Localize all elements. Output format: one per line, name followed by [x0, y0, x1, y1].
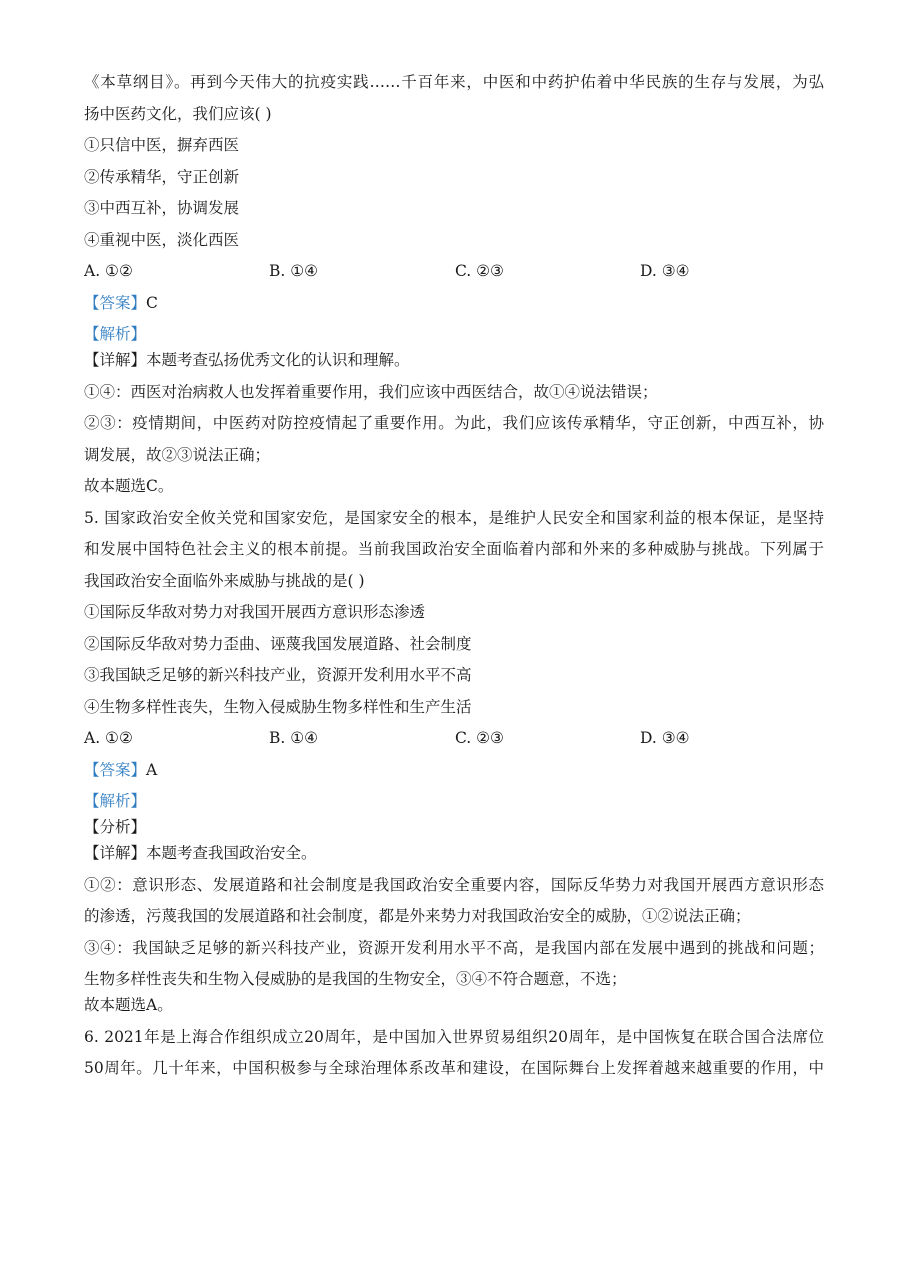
q5-conclusion: 故本题选A。: [84, 996, 173, 1014]
q4-answer-value: C: [146, 293, 158, 312]
q5-explanation-2-line-1: ③④：我国缺乏足够的新兴科技产业，资源开发利用水平不高，是我国内部在发展中遇到的挑战和问题；: [84, 938, 824, 957]
q4-answer: [84, 293, 824, 313]
q5-stem-line-1: 5. 国家政治安全攸关党和国家安危，是国家安全的根本，是维护人民安全和国家利益的根本保证，是坚持: [84, 508, 824, 527]
document-page: [84, 72, 824, 1078]
q5-item-1: ①国际反华敌对势力对我国开展西方意识形态渗透: [84, 603, 426, 621]
q5-answer-value: A: [146, 760, 158, 779]
q5-option-d: D. ③④: [640, 729, 690, 747]
q5-item-4: ④生物多样性丧失，生物入侵威胁生物多样性和生产生活: [84, 697, 472, 716]
q5-answer-tag: 【答案】: [84, 760, 147, 779]
q5-option-b: B. ①④: [269, 729, 319, 747]
q4-item-2: ②传承精华，守正创新: [84, 167, 240, 186]
q4-option-a: A. ①②: [84, 262, 133, 280]
q5-option-c: C. ②③: [455, 729, 504, 747]
q4-item-3: ③中西互补，协调发展: [84, 199, 240, 217]
q4-conclusion: 故本题选C。: [84, 477, 174, 495]
q4-stem-line-1: 《本草纲目》。再到今天伟大的抗疫实践……千百年来，中医和中药护佑着中华民族的生存与发展，为弘: [84, 73, 824, 91]
q5-detail: [84, 843, 824, 863]
q4-analysis-tag: 【解析】: [84, 325, 147, 343]
q5-answer: [84, 760, 824, 780]
q4-item-4: ④重视中医，淡化西医: [84, 230, 240, 249]
q4-detail: [84, 350, 824, 370]
q5-option-a: A. ①②: [84, 729, 133, 747]
q4-stem-line-2: 扬中医药文化，我们应该( ): [84, 104, 272, 123]
q6-stem-line-2: 50周年。几十年来，中国积极参与全球治理体系改革和建设，在国际舞台上发挥着越来越重要的作用，中: [84, 1059, 824, 1077]
q4-item-1: ①只信中医，摒弃西医: [84, 136, 240, 154]
q5-detail-text: 本题考查我国政治安全。: [146, 844, 317, 862]
q4-detail-text: 本题考查弘扬优秀文化的认识和理解。: [146, 351, 410, 369]
q5-fenxi-tag: 【分析】: [84, 818, 147, 836]
q4-option-c: C. ②③: [455, 262, 504, 280]
q5-item-2: ②国际反华敌对势力歪曲、诬蔑我国发展道路、社会制度: [84, 634, 472, 653]
q5-explanation-1-line-2: 的渗透，污蔑我国的发展道路和社会制度，都是外来势力对我国政治安全的威胁，①②说法正确；: [84, 907, 751, 925]
q4-detail-tag: 【详解】: [84, 351, 147, 369]
q4-option-d: D. ③④: [640, 262, 690, 280]
q5-stem-line-3: 我国政治安全面临外来威胁与挑战的是( ): [84, 571, 365, 590]
q4-explanation-2-line-1: ②③：疫情期间，中医药对防控疫情起了重要作用。为此，我们应该传承精华，守正创新，中西互补，协: [84, 414, 824, 432]
q4-option-b: B. ①④: [269, 262, 319, 280]
q5-explanation-2-line-2: 生物多样性丧失和生物入侵威胁的是我国的生物安全，③④不符合题意，不选；: [84, 970, 627, 988]
q4-explanation-2-line-2: 调发展，故②③说法正确；: [84, 445, 271, 464]
q5-item-3: ③我国缺乏足够的新兴科技产业，资源开发利用水平不高: [84, 666, 472, 684]
q4-explanation-1: ①④：西医对治病救人也发挥着重要作用，我们应该中西医结合，故①④说法错误；: [84, 382, 658, 401]
q5-explanation-1-line-1: ①②：意识形态、发展道路和社会制度是我国政治安全重要内容，国际反华势力对我国开展西方意识形态: [84, 875, 824, 894]
q5-options: [84, 728, 824, 748]
q5-stem-line-2: 和发展中国特色社会主义的根本前提。当前我国政治安全面临着内部和外来的多种威胁与挑战。下列属于: [84, 540, 824, 558]
q4-answer-tag: 【答案】: [84, 293, 147, 312]
q6-stem-line-1: 6. 2021年是上海合作组织成立20周年，是中国加入世界贸易组织20周年，是中国恢复在联合国合法席位: [84, 1027, 824, 1046]
q4-options: [84, 261, 824, 281]
q5-analysis-tag: 【解析】: [84, 792, 147, 810]
q5-detail-tag: 【详解】: [84, 844, 147, 862]
